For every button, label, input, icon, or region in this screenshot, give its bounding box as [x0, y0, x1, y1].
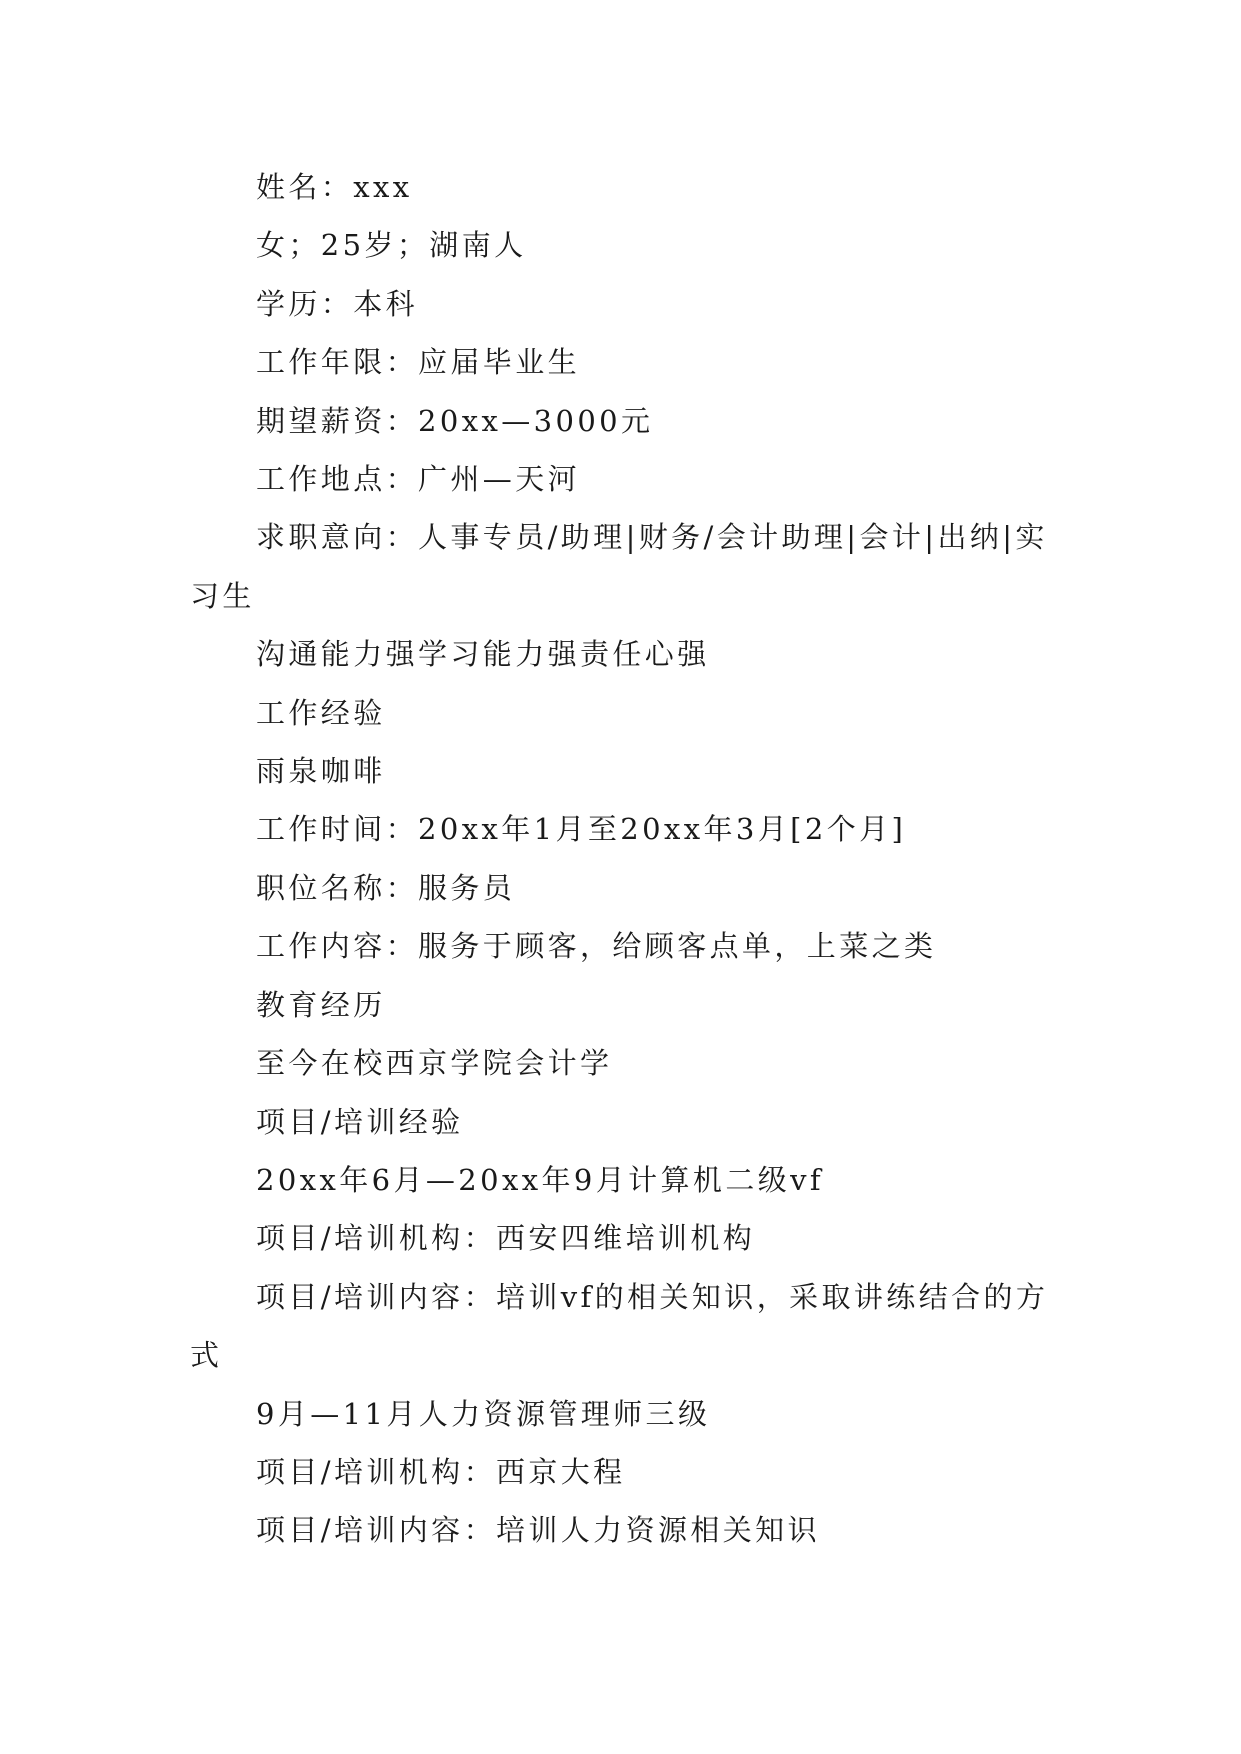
- resume-body: [190, 158, 1070, 1560]
- paragraph-job-title: 职位名称：服务员: [256, 870, 516, 905]
- paragraph-work-location: 工作地点：广州—天河: [256, 462, 581, 497]
- heading-work-experience: 工作经验: [256, 695, 386, 730]
- paragraph-work-period: 工作时间：20xx年1月至20xx年3月[2个月]: [256, 812, 907, 847]
- paragraph-strengths: 沟通能力强学习能力强责任心强: [256, 637, 710, 672]
- paragraph-training-1-institution: 项目/培训机构：西安四维培训机构: [256, 1221, 756, 1256]
- paragraph-expected-salary: 期望薪资：20xx—3000元: [256, 403, 654, 438]
- paragraph-training-2-content: 项目/培训内容：培训人力资源相关知识: [256, 1513, 820, 1548]
- paragraph-name: 姓名：xxx: [256, 170, 413, 204]
- paragraph-basic-info: 女；25岁；湖南人: [256, 228, 527, 263]
- heading-education: 教育经历: [256, 987, 386, 1022]
- paragraph-job-content: 工作内容：服务于顾客，给顾客点单，上菜之类: [256, 929, 937, 964]
- paragraph-training-1-content: 项目/培训内容：培训vf的相关知识，采取讲练结合的方式: [190, 1279, 1049, 1373]
- paragraph-education-level: 学历：本科: [256, 286, 419, 321]
- paragraph-training-2-period: 9月—11月人力资源管理师三级: [256, 1396, 711, 1431]
- paragraph-job-intention: 求职意向：人事专员/助理|财务/会计助理|会计|出纳|实习生: [190, 520, 1048, 613]
- heading-training: 项目/培训经验: [256, 1104, 464, 1139]
- paragraph-work-years: 工作年限：应届毕业生: [256, 345, 581, 380]
- paragraph-employer: 雨泉咖啡: [256, 754, 386, 789]
- paragraph-school: 至今在校西京学院会计学: [256, 1046, 613, 1081]
- paragraph-training-2-institution: 项目/培训机构：西京大程: [256, 1454, 626, 1489]
- paragraph-training-1-period: 20xx年6月—20xx年9月计算机二级vf: [256, 1162, 825, 1197]
